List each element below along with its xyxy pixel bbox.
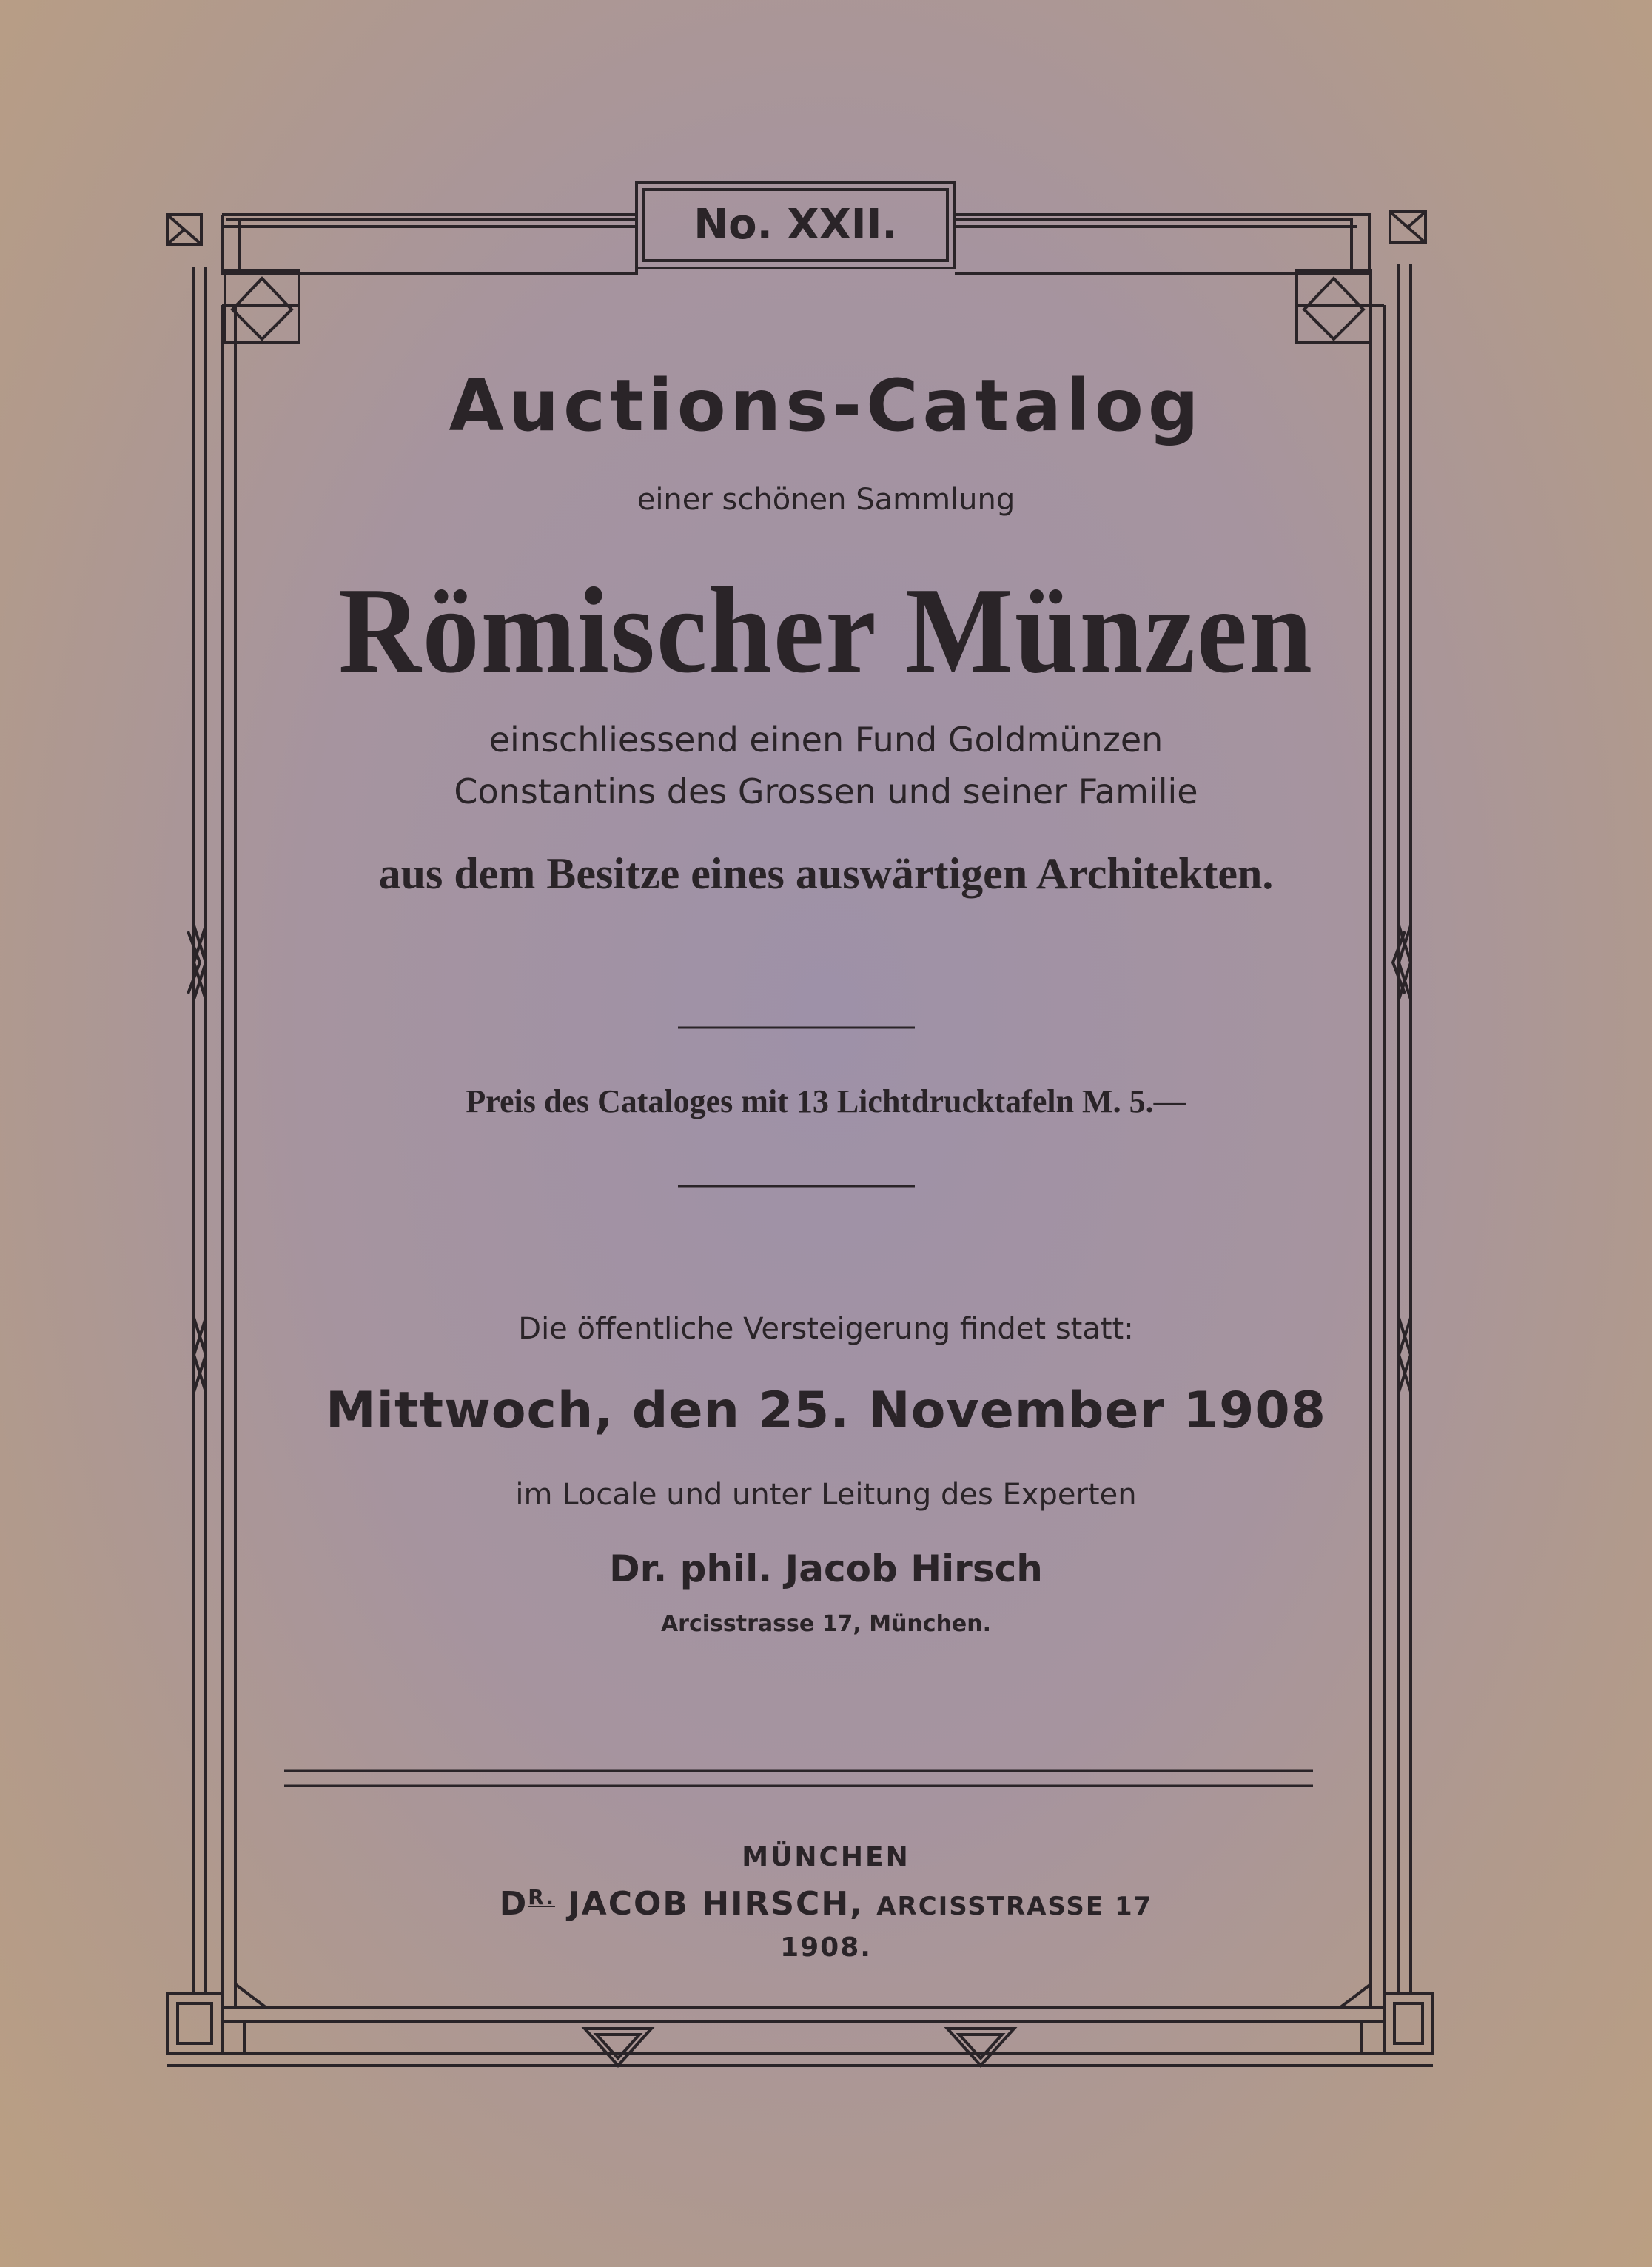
main-title: Römischer Münzen [338,562,1314,698]
price-line: Preis des Cataloges mit 13 Lichtdrucktafeln M. 5.— [466,1083,1186,1119]
catalog-number: No. XXII. [694,201,898,249]
expert-address: Arcisstrasse 17, München. [660,1611,992,1637]
subtitle-line: einer schönen Sammlung [637,483,1015,517]
venue-line: im Locale und unter Leitung des Experten [515,1478,1137,1512]
catalog-title: Auctions-Catalog [449,364,1203,447]
publisher-city: MÜNCHEN [742,1842,910,1872]
auction-intro: Die öffentliche Versteigerung findet statt: [518,1312,1134,1346]
publisher-prefix: D [499,1885,528,1923]
owner-line: aus dem Besitze eines auswärtigen Architekten. [378,849,1274,898]
auction-date: Mittwoch, den 25. November 1908 [326,1382,1326,1440]
expert-name: Dr. phil. Jacob Hirsch [609,1547,1043,1590]
publisher-line [0,1885,1652,1923]
publisher-address: ARCISSTRASSE 17 [876,1892,1153,1921]
publisher-prefix-sup: R. [528,1885,555,1909]
publisher-year: 1908. [780,1932,872,1963]
publisher-name: JACOB HIRSCH, [568,1885,864,1923]
description-line-1: einschliessend einen Fund Goldmünzen [488,720,1164,760]
description-line-2: Constantins des Grossen und seiner Familie [454,771,1198,811]
